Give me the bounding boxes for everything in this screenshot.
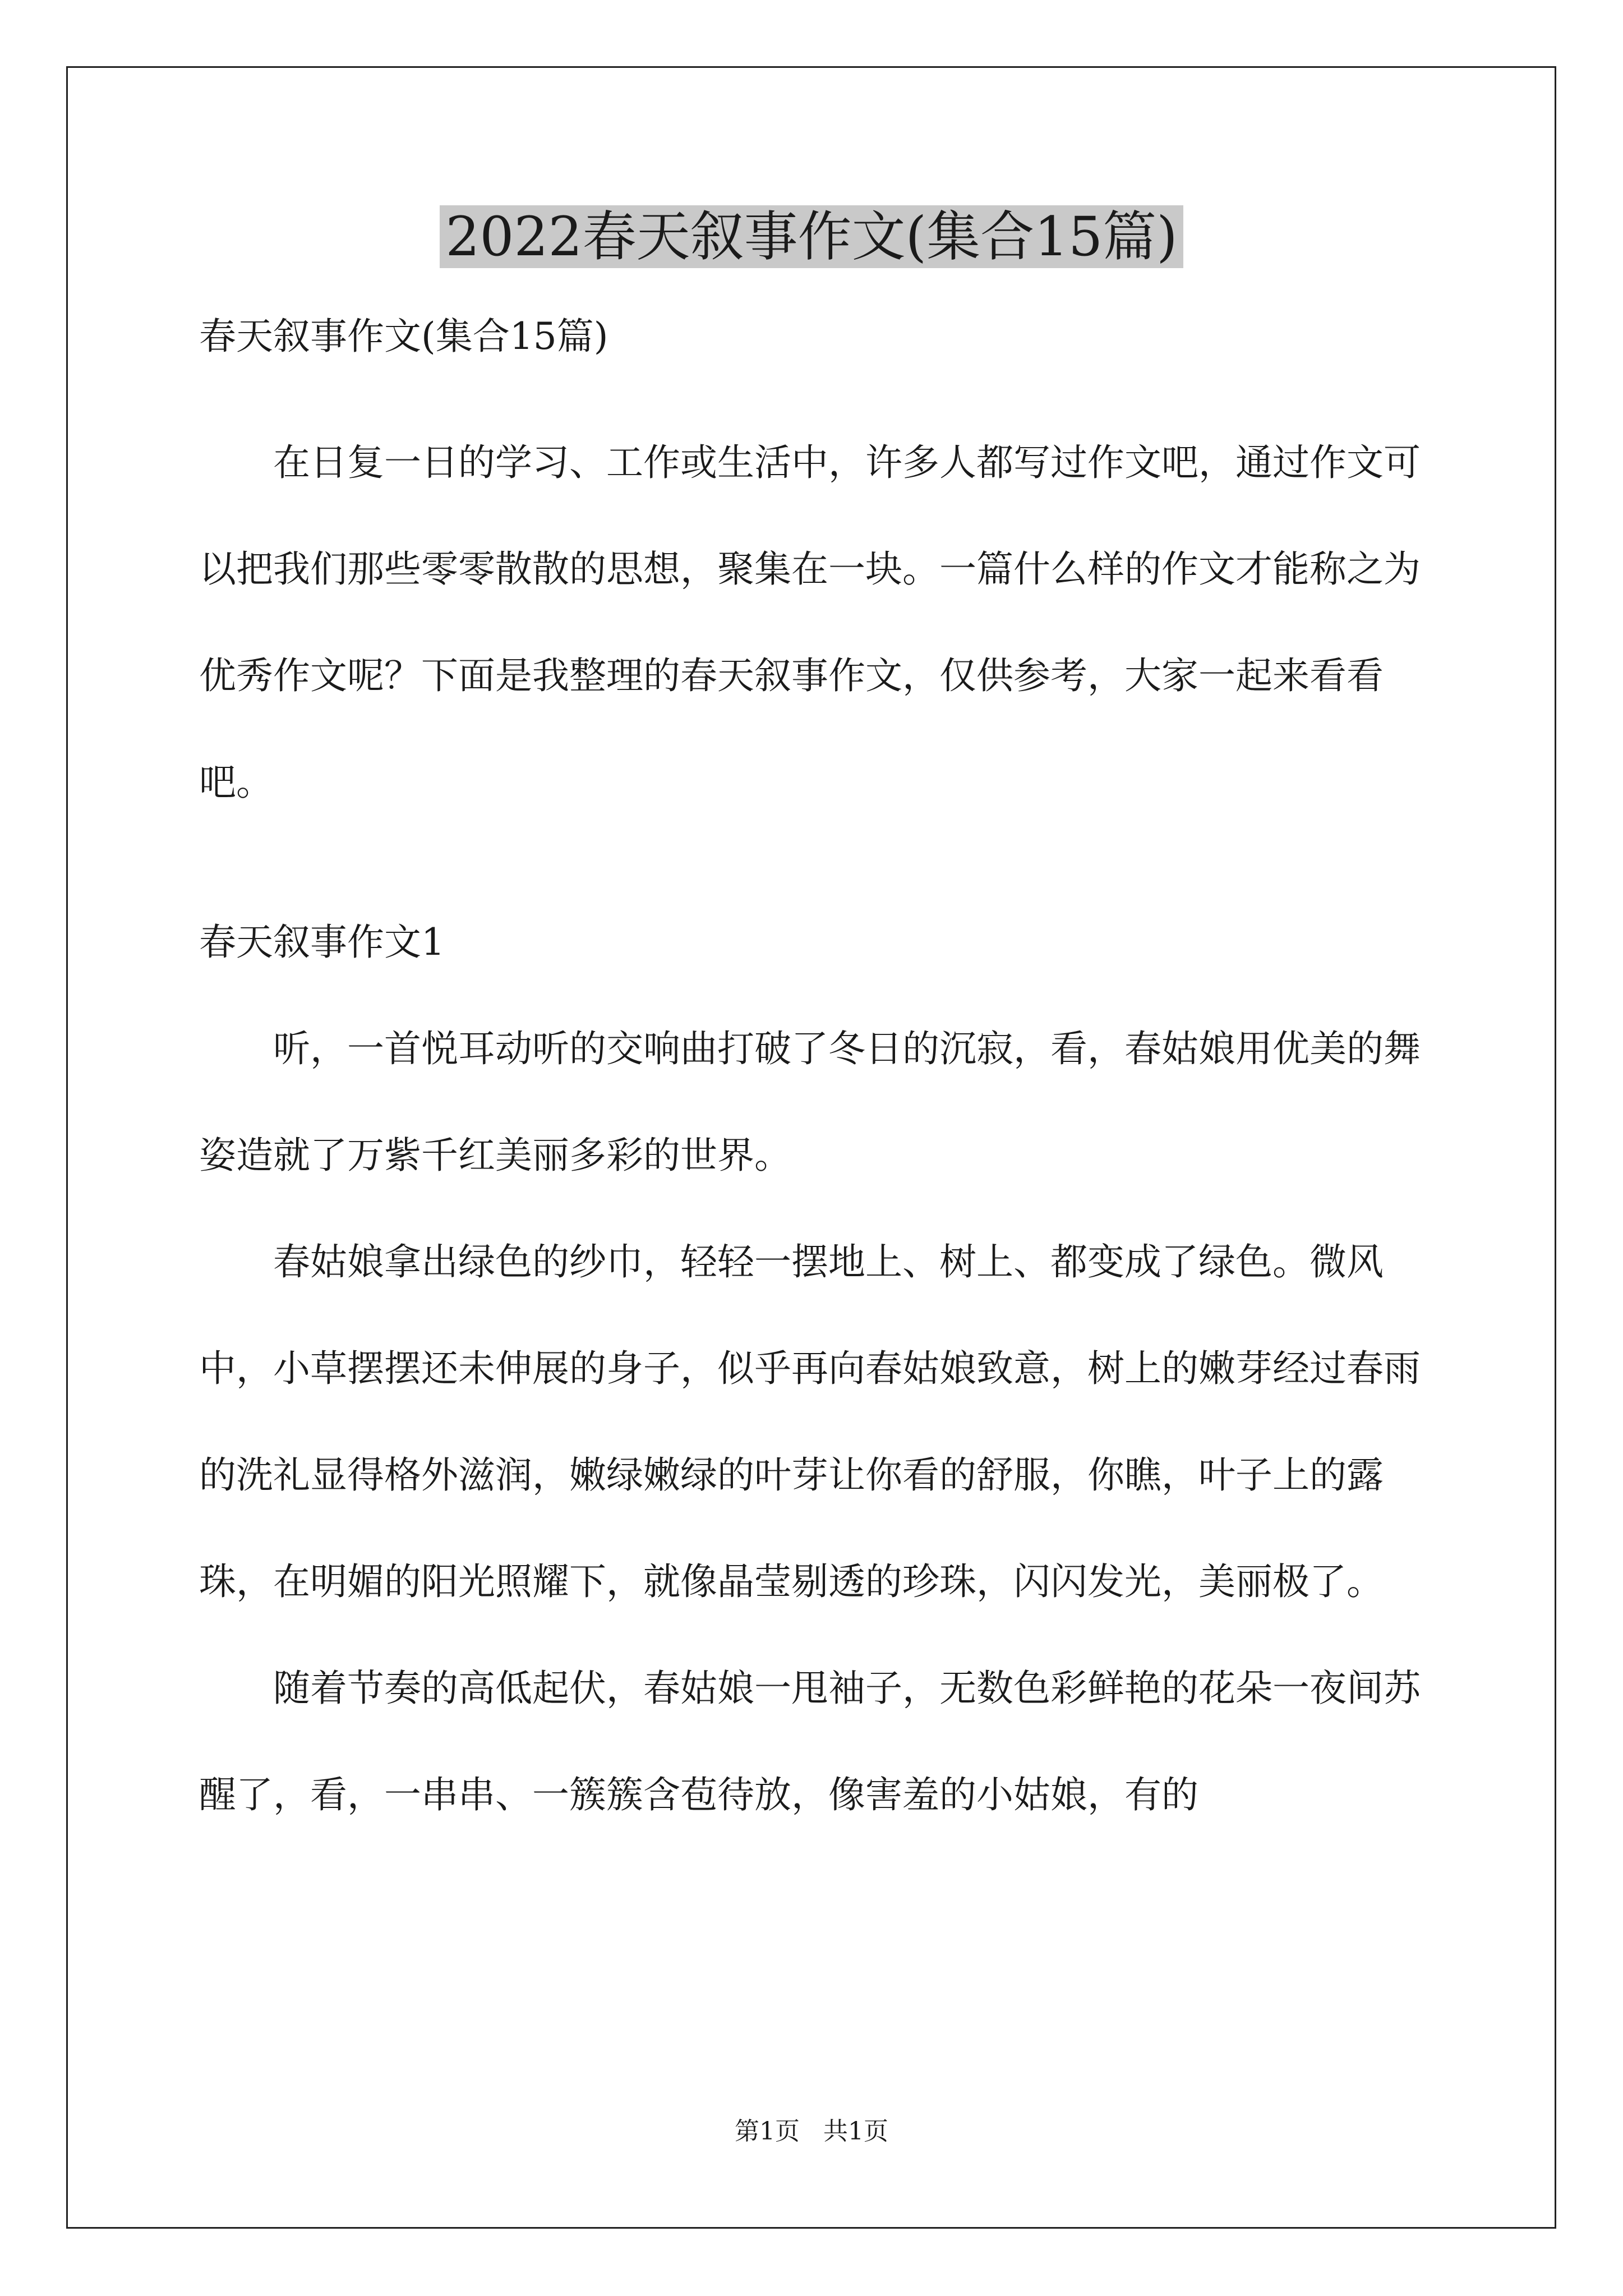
section-heading: 春天叙事作文1 (199, 921, 445, 964)
document-title-text: 2022春天叙事作文(集合15篇) (440, 205, 1183, 268)
body-paragraph: 听，一首悦耳动听的交响曲打破了冬日的沉寂，看，春姑娘用优美的舞姿造就了万紫千红美丽多彩的世界。 (199, 1027, 1421, 1177)
page-number-footer: 第1页 共1页 (735, 2117, 888, 2146)
document-body (199, 303, 1450, 1848)
intro-paragraph: 在日复一日的学习、工作或生活中，许多人都写过作文吧，通过作文可以把我们那些零零散散的思想，聚集在一块。一篇什么样的作文才能称之为优秀作文呢？下面是我整理的春天叙事作文，仅供参考，大家一起来看看吧。 (199, 441, 1421, 804)
document-subtitle: 春天叙事作文(集合15篇) (199, 315, 608, 358)
section-spacer (199, 836, 1450, 889)
body-paragraph: 随着节奏的高低起伏，春姑娘一甩袖子，无数色彩鲜艳的花朵一夜间苏醒了，看，一串串、一簇簇含苞待放，像害羞的小姑娘，有的 (199, 1667, 1421, 1816)
body-paragraph: 春姑娘拿出绿色的纱巾，轻轻一摆地上、树上、都变成了绿色。微风中，小草摆摆还未伸展的身子，似乎再向春姑娘致意，树上的嫩芽经过春雨的洗礼显得格外滋润，嫩绿嫩绿的叶芽让你看的舒服，你瞧，叶子上的露珠，在明媚的阳光照耀下，就像晶莹剔透的珍珠，闪闪发光，美丽极了。 (199, 1240, 1421, 1603)
document-title (0, 197, 1623, 276)
